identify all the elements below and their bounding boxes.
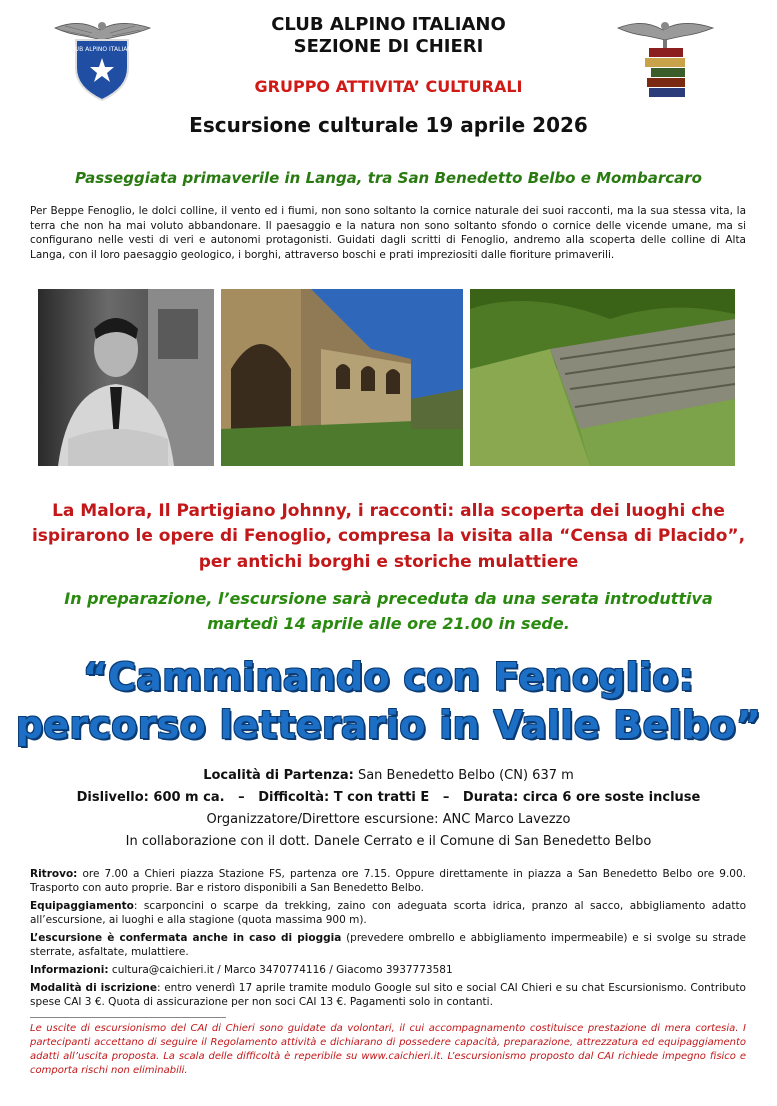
ritrovo-label: Ritrovo: [30, 868, 78, 880]
start-location-label: Località di Partenza: [203, 768, 354, 783]
start-location [0, 765, 777, 787]
registration-text: : entro venerdì 17 aprile tramite modulo Google sul sito e social CAI Chieri e su chat Escursionismo. Contributo spese CAI 3 €. Quota di assicurazione per non soci CAI 13 €. Pagamenti solo in contanti. [30, 982, 746, 1008]
info-text: cultura@caichieri.it / Marco 3470774116 / Giacomo 3937773581 [108, 964, 453, 976]
event-title: Escursione culturale 19 aprile 2026 [189, 113, 588, 137]
main-title-line-2: percorso letterario in Valle Belbo” [15, 703, 762, 747]
equipment-paragraph [30, 899, 746, 927]
description-line-1: La Malora, Il Partigiano Johnny, i racconti: alla scoperta dei luoghi che [52, 501, 725, 521]
subtitle: Passeggiata primaverile in Langa, tra San Benedetto Belbo e Mombarcaro [75, 169, 702, 187]
description-line-3: per antichi borghi e storiche mulattiere [198, 552, 579, 572]
registration-label: Modalità di iscrizione [30, 982, 158, 994]
info-paragraph [30, 963, 746, 977]
club-name: CLUB ALPINO ITALIANO [271, 14, 506, 35]
intro-evening-line-2: martedì 14 aprile alle ore 21.00 in sede. [207, 614, 570, 633]
organizer: Organizzatore/Direttore escursione: ANC Marco Lavezzo [206, 812, 571, 827]
registration-paragraph [30, 981, 746, 1009]
main-title-line-1: “Camminando con Fenoglio: [82, 655, 695, 699]
group-name: GRUPPO ATTIVITA’ CULTURALI [254, 77, 523, 96]
footer-divider [30, 1017, 226, 1018]
ritrovo-text: ore 7.00 a Chieri piazza Stazione FS, partenza ore 7.15. Oppure direttamente in piazza a San Benedetto Belbo ore 9.00. Trasporto con auto proprie. Bar e ristoro disponibili a San Benedetto Belbo. [30, 868, 746, 894]
equipment-text: : scarponcini o scarpe da trekking, zaino con adeguata scorta idrica, pranzo al sacco, abbigliamento adatto all’escursione, ai luoghi e alla stagione (quota massima 900 m). [30, 900, 746, 926]
intro-paragraph: Per Beppe Fenoglio, le dolci colline, il vento ed i fiumi, non sono soltanto la cornice naturale dei suoi racconti, ma la sua stessa vita, la terra che non ha mai voluto abbandonare. Il paesaggio e la natura non sono soltanto sfondo o cornice delle vicende umane, ma si configurano nelle vesti di veri e autonomi protagonisti. Guidati dagli scritti di Fenoglio, andremo alla scoperta delle colline di Alta Langa, con il loro paesaggio geologico, i borghi, attraverso boschi e prati impreziositi dalle fioriture primaverili. [30, 205, 746, 261]
rain-text: (prevedere ombrello e abbigliamento impermeabile) e si svolge su strade sterrate, asfaltate, mulattiere. [30, 932, 747, 958]
intro-evening-line-1: In preparazione, l’escursione sarà preceduta da una serata introduttiva [64, 589, 713, 608]
info-label: Informazioni: [30, 964, 109, 976]
collaboration: In collaborazione con il dott. Danele Cerrato e il Comune di San Benedetto Belbo [125, 834, 652, 849]
ritrovo-paragraph [30, 867, 746, 895]
trek-stats: Dislivello: 600 m ca. – Difficoltà: T con tratti E – Durata: circa 6 ore soste incluse [76, 790, 701, 805]
rain-label: L’escursione è confermata anche in caso di pioggia [30, 932, 342, 944]
description-line-2: ispirarono le opere di Fenoglio, compresa la visita alla “Censa di Placido”, [31, 526, 746, 546]
section-name: SEZIONE DI CHIERI [293, 36, 484, 57]
stone-wall-path-photo [470, 289, 735, 466]
stone-church-photo [221, 289, 463, 466]
portrait-photo [38, 289, 214, 466]
disclaimer: Le uscite di escursionismo del CAI di Chieri sono guidate da volontari, il cui accompagnamento costituisce prestazione di mera cortesia. I partecipanti accettano di seguire il Regolamento attività e dichiarano di possedere capacità, preparazione, attrezzatura ed equipaggiamento adatti all’uscita proposta. La scala delle difficoltà è reperibile su www.caichieri.it. L’escursionismo proposto dal CAI richiede impegno fisico e comporta rischi non eliminabili. [30, 1023, 746, 1076]
start-location-value: San Benedetto Belbo (CN) 637 m [357, 768, 574, 783]
logo-text: CLUB ALPINO ITALIANO [67, 46, 137, 53]
rain-paragraph [30, 931, 746, 959]
equipment-label: Equipaggiamento [30, 900, 134, 912]
